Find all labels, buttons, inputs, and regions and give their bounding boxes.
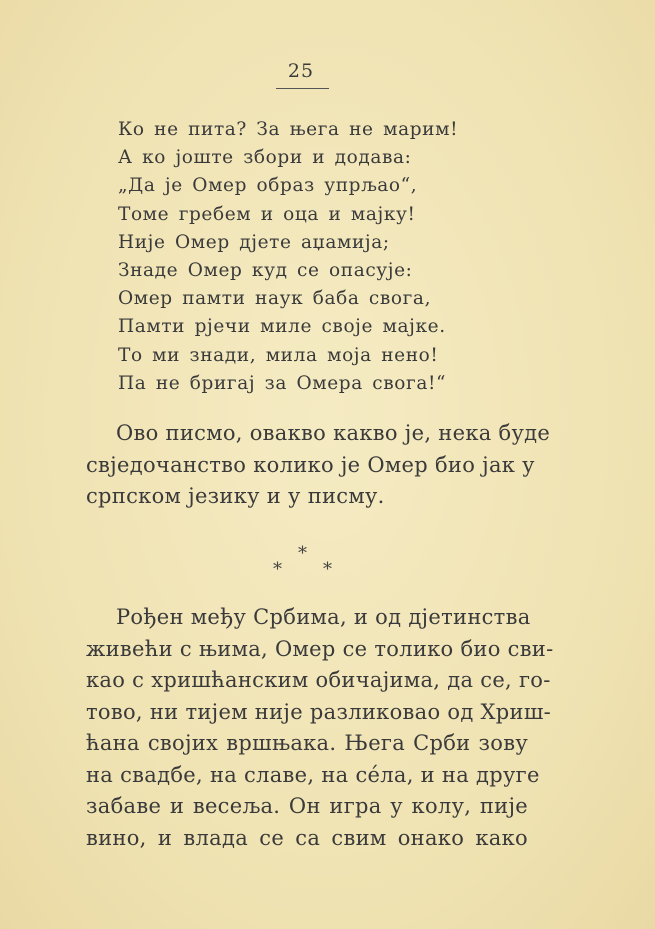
paragraph-line: као с хришћанским обичајима, да се, го-: [86, 668, 551, 692]
asterisk: *: [273, 559, 282, 580]
paragraph-line: Рођен међу Србима, и од дјетинства: [116, 605, 531, 629]
paragraph-line: српском језику и у писму.: [86, 484, 385, 508]
paragraph-omer-letter: [86, 418, 551, 513]
paragraph-line: вино, и влада се са свим онако како: [86, 825, 528, 850]
verse-line: „Да је Омер образ упрљао“,: [118, 175, 418, 197]
asterisk: *: [323, 559, 332, 580]
verse-line: Томе гребем и оца и мајку!: [118, 203, 416, 225]
page-number: 25: [287, 60, 315, 82]
verse-line: Ко не пита? За њега не марим!: [118, 119, 459, 140]
verse-line: Знаде Омер куд се опасује:: [118, 259, 413, 281]
verse-line: А ко јоште збори и додава:: [118, 147, 412, 169]
verse-line: Па не бригај за Омера свога!“: [118, 372, 447, 394]
paragraph-line: Ово писмо, овакво какво је, нека буде: [116, 421, 551, 445]
section-asterism: [268, 543, 338, 583]
asterisk: *: [298, 543, 307, 564]
paragraph-line: живећи с њима, Омер се толико био сви-: [86, 636, 554, 661]
paragraph-line: забаве и весеља. Он игра у колу, пије: [86, 794, 528, 818]
verse-line: Памти рјечи миле своје мајке.: [118, 316, 446, 338]
paragraph-line: тово, ни тијем није разликовао од Хриш-: [86, 699, 552, 724]
verse-block: [118, 116, 538, 398]
paragraph-line: ћана својих вршњака. Њега Срби зову: [86, 731, 528, 755]
verse-line: То ми знади, мила моја нено!: [118, 344, 439, 366]
paragraph-line: на свадбе, на славе, на сéла, и на друге: [86, 762, 540, 787]
verse-line: Није Омер дјете аџамија;: [118, 231, 390, 253]
verse-line: Омер памти наук баба свога,: [118, 288, 432, 310]
paragraph-line: свједочанство колико је Омер био јак у: [86, 452, 535, 477]
page-number-rule: [276, 88, 329, 89]
paragraph-omer-among-serbs: [86, 602, 554, 854]
